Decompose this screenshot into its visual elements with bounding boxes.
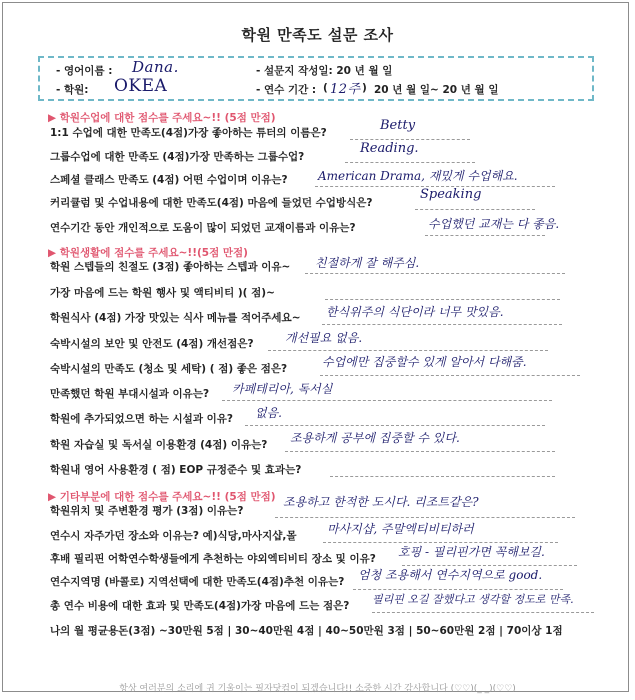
info-box — [38, 56, 594, 101]
answer-textbook: 수업했던 교재는 다 좋음. — [428, 217, 560, 231]
answer-line — [325, 299, 560, 300]
answer-outdoor-activity: 호핑 - 필리핀가면 꼭해보길. — [398, 545, 545, 559]
answer-region: 엄청 조용해서 연수지역으로 good. — [358, 568, 543, 582]
answer-line — [320, 375, 580, 376]
question-cost: 총 연수 비용에 대한 효과 및 만족도(4점)가장 마음에 드는 점은? — [50, 600, 350, 612]
question-special-class: 스페셜 클래스 만족도 (4점) 어떤 수업이며 이유는? — [50, 174, 288, 186]
section-header-others: ▶ 기타부분에 대한 점수를 주세요~!! (5점 만점) — [48, 491, 276, 503]
answer-line — [350, 139, 470, 140]
question-textbook: 연수기간 동안 개인적으로 도움이 많이 되었던 교재이름과 이유는? — [50, 222, 356, 234]
question-group-class: 그룹수업에 대한 만족도 (4점)가장 만족하는 그룹수업? — [50, 151, 305, 163]
answer-line — [305, 273, 565, 274]
question-added-facility: 학원에 추가되었으면 하는 시설과 이유? — [50, 413, 234, 425]
answer-location: 조용하고 한적한 도시다. 리조트같은? — [283, 495, 479, 509]
answer-line — [322, 324, 562, 325]
english-name-value: Dana. — [132, 58, 179, 76]
answer-line — [372, 612, 594, 613]
question-frequent-places: 연수시 자주가던 장소와 이유는? 예)식당,마사지샵,몰 — [50, 530, 297, 542]
answer-line — [268, 350, 548, 351]
question-1on1-tutor: 1:1 수업에 대한 만족도(4점)가장 좋아하는 튜터의 이름은? — [50, 127, 327, 139]
question-dorm-cleaning: 숙박시설의 만족도 (청소 및 세탁) ( 점) 좋은 점은? — [50, 363, 288, 375]
question-meals: 학원식사 (4점) 가장 맛있는 식사 메뉴를 적어주세요~ — [50, 312, 301, 324]
survey-date-label: - 설문지 작성일: 20 년 월 일 — [256, 65, 393, 77]
answer-line — [275, 517, 575, 518]
question-curriculum: 커리큘럼 및 수업내용에 대한 만족도(4점) 마음에 들었던 수업방식은? — [50, 197, 373, 209]
answer-facilities: 카페테리아, 독서실 — [232, 382, 333, 396]
answer-line — [330, 476, 555, 477]
question-dorm-security: 숙박시설의 보안 및 안전도 (4점) 개선점은? — [50, 338, 254, 350]
answer-curriculum: Speaking — [420, 187, 482, 202]
period-weeks: 12주 — [330, 82, 361, 97]
answer-study-room: 조용하게 공부에 집중할 수 있다. — [290, 431, 460, 445]
answer-line — [345, 162, 475, 163]
question-favorite-event: 가장 마음에 드는 학원 행사 및 액티비티 )( 점)~ — [50, 287, 275, 299]
english-name-label: - 영어이름 : — [56, 65, 113, 77]
answer-frequent-places: 마사지샵, 주말엑티비티하러 — [327, 522, 474, 536]
question-english-env: 학원내 영어 사용환경 ( 점) EOP 규정준수 및 효과는? — [50, 464, 302, 476]
answer-special-class: American Drama, 재밌게 수업해요. — [318, 169, 518, 183]
section-header-classes: ▶ 학원수업에 대한 점수를 주세요~!! (5점 만점) — [48, 112, 276, 124]
question-facilities: 만족했던 학원 부대시설과 이유는? — [50, 388, 210, 400]
question-location: 학원위치 및 주변환경 평가 (3점) 이유는? — [50, 505, 244, 517]
footer-message: 항상 여러분의 소리에 귀 기울이는 필자닷컴이 되겠습니다!! 소중한 시간 감사합니다 (♡♡)(_ _)(♡♡) — [119, 684, 516, 694]
academy-value: OKEA — [114, 76, 168, 96]
answer-line — [425, 235, 545, 236]
answer-line — [285, 451, 555, 452]
answer-cost: 필리핀 오길 잘했다고 생각할 정도로 만족. — [372, 593, 574, 606]
period-paren-open: ( — [323, 82, 328, 94]
period-label: - 연수 기간 : — [256, 84, 317, 96]
question-study-room: 학원 자습실 및 독서실 이용환경 (4점) 이유는? — [50, 439, 268, 451]
answer-1on1-tutor: Betty — [380, 118, 416, 133]
answer-line — [415, 209, 535, 210]
answer-dorm-security: 개선필요 없음. — [285, 331, 363, 345]
question-region: 연수지역명 (바콜로) 지역선택에 대한 만족도(4점)추천 이유는? — [50, 576, 345, 588]
period-paren-close: ) — [362, 82, 367, 94]
section-header-life: ▶ 학원생활에 점수를 주세요~!!(5점 만점) — [48, 247, 248, 259]
answer-line — [222, 400, 552, 401]
academy-label: - 학원: — [56, 84, 89, 96]
question-allowance: 나의 월 평균용돈(3점) ~30만원 5점 | 30~40만원 4점 | 40~50만원 3점 | 50~60만원 2점 | 70이상 1점 — [50, 625, 563, 637]
answer-line — [245, 425, 545, 426]
answer-dorm-cleaning: 수업에만 집중할수 있게 알아서 다해줌. — [322, 355, 527, 369]
question-outdoor-activity: 후배 필리핀 어학연수학생들에게 추천하는 야외엑티비티 장소 및 이유? — [50, 553, 376, 565]
page-title: 학원 만족도 설문 조사 — [241, 26, 394, 44]
question-staff-kindness: 학원 스텝들의 친절도 (3점) 좋아하는 스텝과 이유~ — [50, 261, 291, 273]
answer-group-class: Reading. — [360, 141, 419, 156]
answer-meals: 한식위주의 식단이라 너무 맛있음. — [326, 305, 504, 319]
answer-staff-kindness: 친절하게 잘 해주심. — [315, 256, 420, 270]
answer-added-facility: 없음. — [255, 406, 282, 420]
answer-line — [353, 589, 563, 590]
period-dates: 20 년 월 일~ 20 년 월 일 — [374, 84, 499, 96]
